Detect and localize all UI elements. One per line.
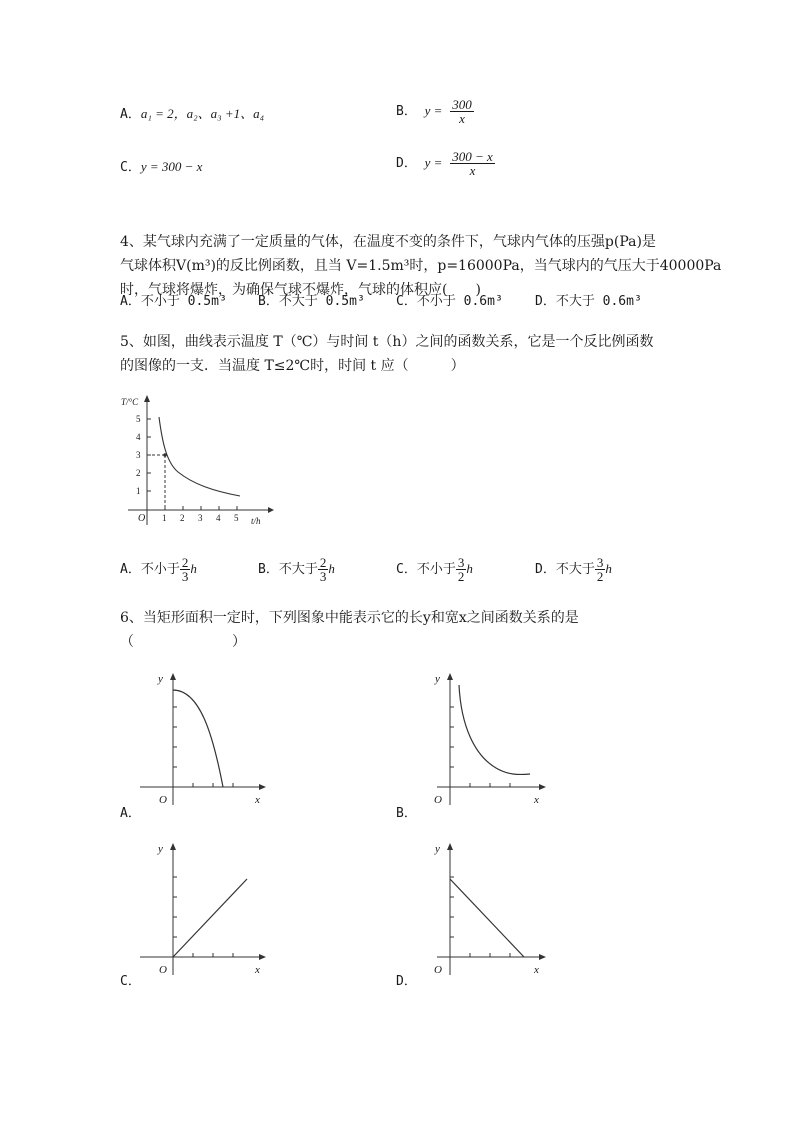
y-tick-label: 4	[136, 432, 141, 442]
svg-text:O: O	[159, 964, 167, 976]
line-c	[173, 879, 247, 957]
svg-text:O: O	[434, 794, 442, 806]
svg-text:y: y	[158, 843, 163, 855]
fraction: $\frac{300}{x}$	[452, 97, 472, 126]
q4-option-a: A．不小于 0.5m³	[120, 294, 227, 309]
svg-text:x: x	[534, 794, 539, 806]
svg-text:y: y	[435, 673, 440, 685]
x-tick-label: 2	[180, 513, 185, 523]
q5-option-d: D．不大于 $\frac{3}{2}$ h	[535, 555, 612, 584]
y-axis-label: T/°C	[121, 397, 139, 407]
q6-option-c-label: C．	[120, 974, 141, 989]
x-tick-label: 5	[234, 513, 239, 523]
q4-option-b: B．不大于 0.5m³	[258, 294, 365, 309]
x-axis-label: x	[255, 794, 260, 806]
svg-text:x: x	[534, 964, 539, 976]
curve-b	[459, 685, 530, 774]
q6-graph-d	[412, 835, 557, 980]
y-tick-label: 1	[136, 486, 141, 496]
q5-graph	[118, 390, 278, 530]
q6-stem-line-1: 6、当矩形面积一定时，下列图象中能表示它的长y和宽x之间函数关系的是	[120, 610, 579, 626]
svg-text:O: O	[434, 964, 442, 976]
q4-stem-line-2: 气球体积V(m³)的反比例函数，且当 V=1.5m³时，p=16000Pa，当气球内的气压大于40000Pa	[120, 258, 722, 274]
curve-a	[173, 690, 223, 787]
x-tick-label: 3	[198, 513, 203, 523]
q3-option-c: C．y = 300 − x	[120, 159, 203, 175]
q6-stem-line-2: （ ）	[120, 634, 246, 650]
q6-graph-c	[135, 835, 275, 980]
q3-option-d: D． y = $\frac{300 - x}{x}$	[396, 149, 493, 178]
origin-label: O	[159, 794, 167, 806]
y-tick-label: 3	[136, 450, 141, 460]
q3-option-a: A．a₁ = 2，a₂、a₃ +1、a₄	[120, 106, 265, 122]
q5-option-c: C．不小于 $\frac{3}{2}$ h	[396, 555, 473, 584]
origin-label: O	[138, 513, 146, 524]
y-axis-label: y	[158, 673, 163, 685]
q5-option-b: B．不大于 $\frac{2}{3}$ h	[258, 555, 335, 584]
x-axis-arrow	[268, 507, 274, 513]
line-d	[450, 879, 524, 957]
q4-stem-line-1: 4、某气球内充满了一定质量的气体，在温度不变的条件下，气球内气体的压强p(Pa)是	[120, 234, 656, 250]
fraction: $\frac{300 - x}{x}$	[452, 149, 493, 178]
svg-text:x: x	[255, 964, 260, 976]
q4-stem-line-3: 时，气球将爆炸，为确保气球不爆炸，气球的体积应( )	[120, 282, 481, 298]
q3-option-b: B． y = $\frac{300}{x}$	[396, 97, 472, 126]
x-tick-label: 4	[216, 513, 221, 523]
x-axis-label: t/h	[251, 516, 261, 526]
q6-graph-a	[135, 665, 275, 810]
q5-option-a: A．不小于 $\frac{2}{3}$ h	[120, 555, 197, 584]
y-tick-label: 5	[136, 414, 141, 424]
q6-option-d-label: D．	[396, 974, 417, 989]
q4-option-d: D．不大于 0.6m³	[535, 294, 642, 309]
y-tick-label: 2	[136, 468, 141, 478]
q4-option-c: C．不小于 0.6m³	[396, 294, 503, 309]
y-axis-arrow	[144, 395, 150, 402]
q6-option-a-label: A．	[120, 806, 141, 821]
q6-graph-b	[412, 665, 557, 810]
svg-text:y: y	[435, 843, 440, 855]
inverse-curve	[159, 417, 240, 496]
x-ticks	[162, 506, 239, 523]
x-tick-label: 1	[162, 513, 167, 523]
q6-option-b-label: B．	[396, 806, 417, 821]
q5-stem-line-2: 的图像的一支．当温度 T≤2℃时，时间 t 应（ ）	[120, 358, 465, 374]
q5-stem-line-1: 5、如图，曲线表示温度 T（℃）与时间 t（h）之间的函数关系，它是一个反比例函数	[120, 334, 654, 350]
